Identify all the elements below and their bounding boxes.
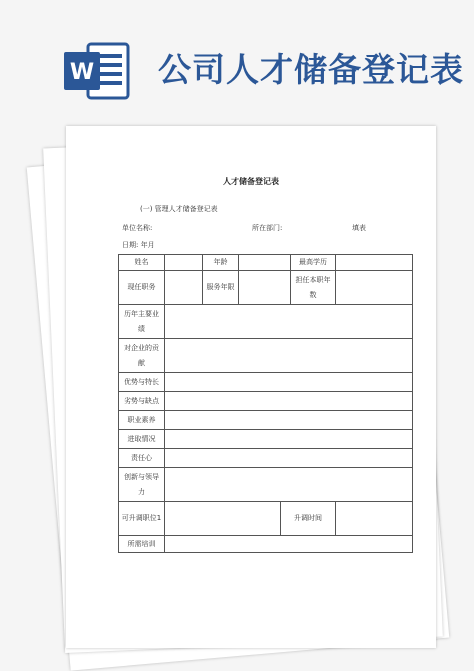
document-page (66, 126, 436, 648)
initiative-cell[interactable] (165, 430, 413, 449)
contribution-label: 对企业的贡献 (119, 339, 165, 373)
document-title: 人才储备登记表 (223, 177, 279, 186)
weaknesses-cell[interactable] (165, 392, 413, 411)
innovation-cell[interactable] (165, 468, 413, 502)
unit-label: 单位名称: (122, 224, 153, 232)
current-years-cell[interactable] (336, 271, 413, 305)
name-label: 姓名 (119, 255, 165, 271)
achievements-label: 历年主要业绩 (119, 305, 165, 339)
promotion-time-cell[interactable] (336, 502, 413, 536)
strengths-cell[interactable] (165, 373, 413, 392)
responsibility-cell[interactable] (165, 449, 413, 468)
promotable-cell[interactable] (165, 502, 281, 536)
service-years-cell[interactable] (239, 271, 291, 305)
weaknesses-label: 劣势与缺点 (119, 392, 165, 411)
section-heading: (一) 管理人才储备登记表 (140, 205, 218, 213)
training-cell[interactable] (165, 536, 413, 553)
name-cell[interactable] (165, 255, 203, 271)
age-cell[interactable] (239, 255, 291, 271)
service-years-label: 服务年限 (203, 271, 239, 305)
qualities-cell[interactable] (165, 411, 413, 430)
registration-table (118, 254, 413, 553)
word-icon-letter: W (69, 60, 95, 85)
responsibility-label: 责任心 (119, 449, 165, 468)
word-icon (62, 42, 130, 100)
achievements-cell[interactable] (165, 305, 413, 339)
position-cell[interactable] (165, 271, 203, 305)
education-label: 最高学历 (291, 255, 336, 271)
current-years-label: 担任本职年数 (291, 271, 336, 305)
contribution-cell[interactable] (165, 339, 413, 373)
promotion-time-label: 升调时间 (281, 502, 336, 536)
strengths-label: 优势与特长 (119, 373, 165, 392)
qualities-label: 职业素养 (119, 411, 165, 430)
promotable-label: 可升调职位1 (119, 502, 165, 536)
banner-title: 公司人才储备登记表 (158, 50, 464, 89)
age-label: 年龄 (203, 255, 239, 271)
education-cell[interactable] (336, 255, 413, 271)
fill-label: 填表 (352, 224, 366, 232)
date-label: 日期: 年月 (122, 241, 155, 249)
department-label: 所在部门: (252, 224, 283, 232)
initiative-label: 进取情况 (119, 430, 165, 449)
training-label: 所需培训 (119, 536, 165, 553)
position-label: 现任职务 (119, 271, 165, 305)
innovation-label: 创新与领导力 (119, 468, 165, 502)
banner (0, 0, 474, 115)
